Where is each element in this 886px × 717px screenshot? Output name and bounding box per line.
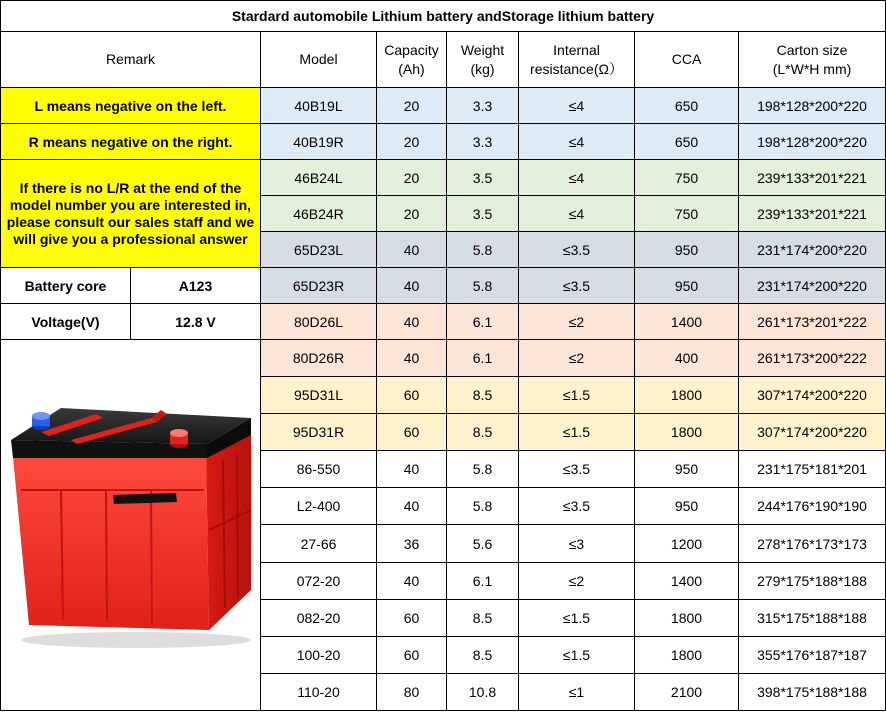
table-row — [1, 304, 886, 340]
battery-picture — [1, 340, 261, 710]
table-row — [1, 88, 886, 124]
voltage-value: 12.8 V — [131, 304, 261, 340]
cell-capacity: 40 — [377, 451, 447, 488]
header-weight — [447, 32, 519, 88]
cell-model: 110-20 — [261, 673, 377, 710]
cell-capacity: 60 — [377, 377, 447, 414]
cell-weight: 10.8 — [447, 673, 519, 710]
cell-weight: 8.5 — [447, 599, 519, 636]
cell-weight: 3.5 — [447, 160, 519, 196]
cell-carton: 261*173*201*222 — [739, 304, 886, 340]
cell-cca: 1800 — [635, 377, 739, 414]
cell-model: 46B24R — [261, 196, 377, 232]
cell-carton: 355*176*187*187 — [739, 636, 886, 673]
header-resistance — [519, 32, 635, 88]
cell-carton: 244*176*190*190 — [739, 488, 886, 525]
header-carton — [739, 32, 886, 88]
cell-weight: 5.8 — [447, 488, 519, 525]
cell-cca: 1800 — [635, 599, 739, 636]
cell-capacity: 60 — [377, 599, 447, 636]
cell-cca: 650 — [635, 124, 739, 160]
header-model: Model — [261, 32, 377, 88]
cell-resistance: ≤4 — [519, 88, 635, 124]
cell-carton: 198*128*200*220 — [739, 124, 886, 160]
header-cca: CCA — [635, 32, 739, 88]
cell-capacity: 60 — [377, 636, 447, 673]
cell-cca: 750 — [635, 160, 739, 196]
cell-carton: 398*175*188*188 — [739, 673, 886, 710]
voltage-label: Voltage(V) — [1, 304, 131, 340]
cell-weight: 5.6 — [447, 525, 519, 562]
cell-resistance: ≤3.5 — [519, 488, 635, 525]
table-row — [1, 160, 886, 196]
cell-model: 65D23L — [261, 232, 377, 268]
cell-carton: 315*175*188*188 — [739, 599, 886, 636]
cell-cca: 650 — [635, 88, 739, 124]
cell-capacity: 36 — [377, 525, 447, 562]
cell-capacity: 20 — [377, 124, 447, 160]
cell-carton: 279*175*188*188 — [739, 562, 886, 599]
cell-cca: 2100 — [635, 673, 739, 710]
battery-core-label: Battery core — [1, 268, 131, 304]
cell-carton: 198*128*200*220 — [739, 88, 886, 124]
cell-model: 86-550 — [261, 451, 377, 488]
cell-cca: 950 — [635, 451, 739, 488]
table-row — [1, 340, 886, 377]
note-right: R means negative on the right. — [1, 124, 261, 160]
cell-weight: 5.8 — [447, 451, 519, 488]
cell-cca: 1800 — [635, 414, 739, 451]
cell-capacity: 40 — [377, 562, 447, 599]
cell-resistance: ≤1.5 — [519, 599, 635, 636]
header-capacity — [377, 32, 447, 88]
cell-cca: 400 — [635, 340, 739, 377]
cell-carton: 278*176*173*173 — [739, 525, 886, 562]
header-resistance-line2: resistance(Ω） — [530, 60, 623, 77]
battery-image — [1, 340, 261, 711]
header-weight-line2: (kg) — [470, 60, 495, 77]
table-row — [1, 268, 886, 304]
cell-carton: 239*133*201*221 — [739, 196, 886, 232]
cell-cca: 950 — [635, 268, 739, 304]
cell-model: 40B19L — [261, 88, 377, 124]
cell-capacity: 40 — [377, 268, 447, 304]
header-carton-line1: Carton size — [776, 41, 848, 58]
cell-weight: 3.3 — [447, 124, 519, 160]
header-weight-line1: Weight — [460, 41, 505, 58]
cell-capacity: 20 — [377, 160, 447, 196]
header-capacity-line1: Capacity — [384, 41, 439, 58]
cell-resistance: ≤4 — [519, 196, 635, 232]
cell-carton: 231*174*200*220 — [739, 268, 886, 304]
cell-model: 40B19R — [261, 124, 377, 160]
cell-capacity: 20 — [377, 88, 447, 124]
cell-capacity: 60 — [377, 414, 447, 451]
cell-carton: 307*174*200*220 — [739, 414, 886, 451]
cell-model: 95D31L — [261, 377, 377, 414]
cell-weight: 5.8 — [447, 268, 519, 304]
cell-carton: 261*173*200*222 — [739, 340, 886, 377]
cell-weight: 6.1 — [447, 340, 519, 377]
cell-cca: 1800 — [635, 636, 739, 673]
cell-cca: 950 — [635, 488, 739, 525]
cell-capacity: 40 — [377, 340, 447, 377]
cell-weight: 3.5 — [447, 196, 519, 232]
cell-resistance: ≤1.5 — [519, 414, 635, 451]
cell-resistance: ≤2 — [519, 304, 635, 340]
cell-model: 65D23R — [261, 268, 377, 304]
cell-model: 27-66 — [261, 525, 377, 562]
cell-model: 95D31R — [261, 414, 377, 451]
cell-carton: 231*174*200*220 — [739, 232, 886, 268]
cell-cca: 950 — [635, 232, 739, 268]
cell-weight: 3.3 — [447, 88, 519, 124]
cell-weight: 8.5 — [447, 636, 519, 673]
cell-resistance: ≤4 — [519, 124, 635, 160]
cell-weight: 6.1 — [447, 562, 519, 599]
page-title: Stardard automobile Lithium battery andStorage lithium battery — [1, 1, 886, 32]
cell-carton: 307*174*200*220 — [739, 377, 886, 414]
cell-resistance: ≤2 — [519, 340, 635, 377]
cell-carton: 239*133*201*221 — [739, 160, 886, 196]
cell-cca: 1400 — [635, 304, 739, 340]
cell-model: 072-20 — [261, 562, 377, 599]
cell-model: 100-20 — [261, 636, 377, 673]
cell-resistance: ≤1.5 — [519, 377, 635, 414]
cell-resistance: ≤3.5 — [519, 451, 635, 488]
cell-cca: 750 — [635, 196, 739, 232]
cell-capacity: 40 — [377, 232, 447, 268]
cell-weight: 8.5 — [447, 414, 519, 451]
battery-core-value: A123 — [131, 268, 261, 304]
cell-model: 80D26R — [261, 340, 377, 377]
cell-model: 80D26L — [261, 304, 377, 340]
table-row — [1, 124, 886, 160]
cell-model: 082-20 — [261, 599, 377, 636]
cell-capacity: 40 — [377, 304, 447, 340]
cell-resistance: ≤4 — [519, 160, 635, 196]
cell-resistance: ≤1.5 — [519, 636, 635, 673]
header-remark: Remark — [1, 32, 261, 88]
note-info: If there is no L/R at the end of the model number you are interested in, please consult our sales staff and we will give you a professional answer — [1, 160, 261, 268]
cell-resistance: ≤1 — [519, 673, 635, 710]
cell-weight: 5.8 — [447, 232, 519, 268]
note-left: L means negative on the left. — [1, 88, 261, 124]
cell-resistance: ≤3.5 — [519, 268, 635, 304]
cell-resistance: ≤3 — [519, 525, 635, 562]
header-carton-line2: (L*W*H mm) — [772, 60, 852, 77]
cell-capacity: 20 — [377, 196, 447, 232]
cell-cca: 1200 — [635, 525, 739, 562]
header-resistance-line1: Internal — [553, 41, 600, 58]
cell-model: 46B24L — [261, 160, 377, 196]
cell-weight: 8.5 — [447, 377, 519, 414]
header-capacity-line2: (Ah) — [398, 60, 425, 77]
cell-weight: 6.1 — [447, 304, 519, 340]
cell-model: L2-400 — [261, 488, 377, 525]
cell-resistance: ≤2 — [519, 562, 635, 599]
cell-cca: 1400 — [635, 562, 739, 599]
cell-capacity: 80 — [377, 673, 447, 710]
cell-capacity: 40 — [377, 488, 447, 525]
cell-resistance: ≤3.5 — [519, 232, 635, 268]
cell-carton: 231*175*181*201 — [739, 451, 886, 488]
